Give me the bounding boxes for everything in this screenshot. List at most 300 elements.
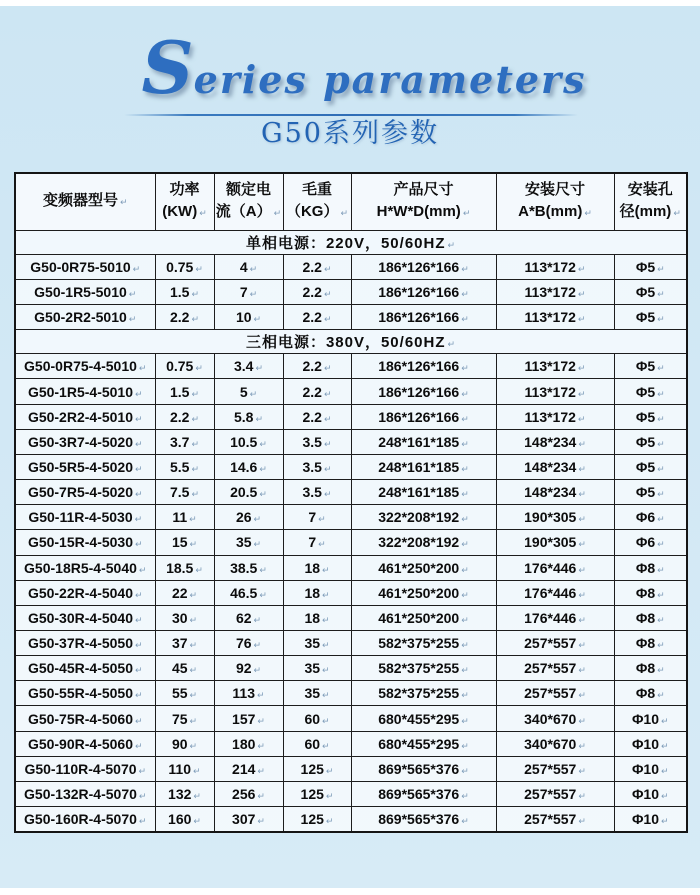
value-cell: Φ8 ↵: [614, 631, 687, 656]
value-cell: Φ10 ↵: [614, 706, 687, 731]
return-mark: ↵: [193, 765, 201, 776]
value-cell: 186*126*166 ↵: [351, 379, 496, 404]
table-row: [15, 681, 687, 706]
return-mark: ↵: [657, 514, 665, 525]
header-row: [15, 173, 687, 230]
return-mark: ↵: [322, 614, 330, 625]
value-cell: 157 ↵: [214, 706, 283, 731]
return-mark: ↵: [657, 690, 665, 701]
value-cell: 186*126*166 ↵: [351, 254, 496, 279]
return-mark: ↵: [259, 489, 267, 500]
value-cell: 11 ↵: [155, 505, 214, 530]
return-mark: ↵: [577, 388, 586, 399]
return-mark: ↵: [462, 208, 471, 219]
return-mark: ↵: [578, 489, 586, 500]
model-cell: G50-75R-4-5060 ↵: [15, 706, 155, 731]
value-cell: 5 ↵: [214, 379, 283, 404]
value-cell: 248*161*185 ↵: [351, 454, 496, 479]
return-mark: ↵: [138, 363, 147, 374]
return-mark: ↵: [578, 463, 586, 474]
value-cell: Φ5 ↵: [614, 404, 687, 429]
table-row: [15, 656, 687, 681]
value-cell: 35 ↵: [283, 631, 351, 656]
value-cell: 46.5 ↵: [214, 580, 283, 605]
value-cell: 3.5 ↵: [283, 480, 351, 505]
value-cell: 3.4 ↵: [214, 354, 283, 379]
return-mark: ↵: [323, 388, 332, 399]
value-cell: 256 ↵: [214, 781, 283, 806]
return-mark: ↵: [189, 514, 197, 525]
return-mark: ↵: [135, 539, 143, 550]
return-mark: ↵: [193, 791, 201, 802]
return-mark: ↵: [193, 816, 201, 827]
return-mark: ↵: [135, 463, 143, 474]
table-row: [15, 480, 687, 505]
value-cell: 2.2 ↵: [283, 304, 351, 329]
value-cell: 26 ↵: [214, 505, 283, 530]
value-cell: 60 ↵: [283, 706, 351, 731]
value-cell: 92 ↵: [214, 656, 283, 681]
return-mark: ↵: [195, 564, 203, 575]
return-mark: ↵: [577, 288, 586, 299]
value-cell: 160 ↵: [155, 807, 214, 832]
value-cell: 307 ↵: [214, 807, 283, 832]
value-cell: 322*208*192 ↵: [351, 530, 496, 555]
value-cell: 3.5 ↵: [283, 454, 351, 479]
model-cell: G50-160R-4-5070 ↵: [15, 807, 155, 832]
table-row: [15, 429, 687, 454]
return-mark: ↵: [323, 314, 332, 325]
section-header-row: [15, 230, 687, 254]
return-mark: ↵: [657, 640, 665, 651]
return-mark: ↵: [253, 539, 262, 550]
return-mark: ↵: [189, 614, 198, 625]
return-mark: ↵: [195, 263, 203, 274]
value-cell: 176*446 ↵: [496, 580, 614, 605]
value-cell: 340*670 ↵: [496, 731, 614, 756]
value-cell: 186*126*166 ↵: [351, 404, 496, 429]
value-cell: 18.5 ↵: [155, 555, 214, 580]
return-mark: ↵: [135, 489, 143, 500]
return-mark: ↵: [657, 614, 665, 625]
value-cell: 35 ↵: [214, 530, 283, 555]
return-mark: ↵: [259, 438, 267, 449]
value-cell: 18 ↵: [283, 555, 351, 580]
return-mark: ↵: [318, 539, 326, 550]
return-mark: ↵: [578, 715, 586, 726]
value-cell: Φ10 ↵: [614, 781, 687, 806]
return-mark: ↵: [253, 514, 262, 525]
table-row: [15, 404, 687, 429]
return-mark: ↵: [191, 288, 199, 299]
return-mark: ↵: [578, 765, 586, 776]
value-cell: Φ10 ↵: [614, 731, 687, 756]
return-mark: ↵: [657, 363, 665, 374]
return-mark: ↵: [657, 665, 665, 676]
return-mark: ↵: [325, 765, 334, 776]
return-mark: ↵: [189, 539, 198, 550]
return-mark: ↵: [661, 740, 669, 751]
value-cell: Φ5 ↵: [614, 304, 687, 329]
return-mark: ↵: [325, 791, 334, 802]
value-cell: 176*446 ↵: [496, 605, 614, 630]
value-cell: 1.5 ↵: [155, 279, 214, 304]
value-cell: Φ10 ↵: [614, 807, 687, 832]
value-cell: 3.7 ↵: [155, 429, 214, 454]
value-cell: 248*161*185 ↵: [351, 480, 496, 505]
model-cell: G50-1R5-5010 ↵: [15, 279, 155, 304]
return-mark: ↵: [577, 263, 586, 274]
return-mark: ↵: [461, 514, 469, 525]
return-mark: ↵: [461, 263, 469, 274]
return-mark: ↵: [657, 589, 665, 600]
return-mark: ↵: [189, 690, 198, 701]
value-cell: 75 ↵: [155, 706, 214, 731]
col-header-current: 额定电 流（A） ↵: [214, 173, 283, 230]
return-mark: ↵: [461, 489, 469, 500]
model-cell: G50-11R-4-5030 ↵: [15, 505, 155, 530]
return-mark: ↵: [578, 614, 586, 625]
model-cell: G50-55R-4-5050 ↵: [15, 681, 155, 706]
value-cell: 322*208*192 ↵: [351, 505, 496, 530]
return-mark: ↵: [578, 539, 586, 550]
section-title: 单相电源：220V，50/60HZ ↵: [15, 230, 687, 254]
series-parameters-script-heading: Series parameters: [141, 26, 587, 111]
return-mark: ↵: [135, 413, 143, 424]
table-row: [15, 706, 687, 731]
col-header-hole-diameter: 安装孔 径(mm) ↵: [614, 173, 687, 230]
col-header-power: 功率 (KW) ↵: [155, 173, 214, 230]
value-cell: 125 ↵: [283, 756, 351, 781]
value-cell: 214 ↵: [214, 756, 283, 781]
value-cell: 1.5 ↵: [155, 379, 214, 404]
value-cell: Φ8 ↵: [614, 656, 687, 681]
return-mark: ↵: [461, 765, 469, 776]
return-mark: ↵: [461, 314, 469, 325]
value-cell: 113*172 ↵: [496, 404, 614, 429]
value-cell: 2.2 ↵: [283, 279, 351, 304]
value-cell: 186*126*166 ↵: [351, 354, 496, 379]
value-cell: Φ8 ↵: [614, 555, 687, 580]
return-mark: ↵: [584, 208, 592, 219]
return-mark: ↵: [249, 388, 258, 399]
return-mark: ↵: [119, 197, 128, 208]
return-mark: ↵: [134, 514, 143, 525]
return-mark: ↵: [318, 514, 326, 525]
value-cell: 90 ↵: [155, 731, 214, 756]
return-mark: ↵: [322, 589, 330, 600]
value-cell: 148*234 ↵: [496, 480, 614, 505]
value-cell: Φ6 ↵: [614, 505, 687, 530]
section-title: 三相电源：380V，50/60HZ ↵: [15, 330, 687, 354]
value-cell: 190*305 ↵: [496, 530, 614, 555]
value-cell: Φ8 ↵: [614, 681, 687, 706]
value-cell: Φ5 ↵: [614, 454, 687, 479]
col-header-mount-size: 安装尺寸 A*B(mm) ↵: [496, 173, 614, 230]
value-cell: 125 ↵: [283, 781, 351, 806]
model-cell: G50-0R75-4-5010 ↵: [15, 354, 155, 379]
model-cell: G50-7R5-4-5020 ↵: [15, 480, 155, 505]
return-mark: ↵: [461, 413, 469, 424]
value-cell: 0.75 ↵: [155, 254, 214, 279]
return-mark: ↵: [323, 413, 332, 424]
value-cell: 22 ↵: [155, 580, 214, 605]
return-mark: ↵: [657, 314, 665, 325]
return-mark: ↵: [255, 363, 263, 374]
value-cell: 2.2 ↵: [283, 254, 351, 279]
value-cell: 190*305 ↵: [496, 505, 614, 530]
return-mark: ↵: [577, 363, 586, 374]
value-cell: 113 ↵: [214, 681, 283, 706]
value-cell: Φ8 ↵: [614, 580, 687, 605]
value-cell: 186*126*166 ↵: [351, 279, 496, 304]
model-cell: G50-45R-4-5050 ↵: [15, 656, 155, 681]
return-mark: ↵: [657, 463, 665, 474]
value-cell: 7 ↵: [214, 279, 283, 304]
return-mark: ↵: [257, 816, 265, 827]
return-mark: ↵: [461, 288, 469, 299]
value-cell: 869*565*376 ↵: [351, 781, 496, 806]
value-cell: 113*172 ↵: [496, 254, 614, 279]
value-cell: 10.5 ↵: [214, 429, 283, 454]
return-mark: ↵: [253, 665, 262, 676]
model-cell: G50-132R-4-5070 ↵: [15, 781, 155, 806]
value-cell: 14.6 ↵: [214, 454, 283, 479]
return-mark: ↵: [189, 665, 198, 676]
return-mark: ↵: [323, 263, 332, 274]
table-row: [15, 605, 687, 630]
value-cell: 148*234 ↵: [496, 429, 614, 454]
value-cell: 125 ↵: [283, 807, 351, 832]
value-cell: 3.5 ↵: [283, 429, 351, 454]
return-mark: ↵: [661, 816, 669, 827]
value-cell: 148*234 ↵: [496, 454, 614, 479]
return-mark: ↵: [461, 363, 469, 374]
return-mark: ↵: [461, 438, 469, 449]
model-cell: G50-5R5-4-5020 ↵: [15, 454, 155, 479]
return-mark: ↵: [257, 791, 265, 802]
return-mark: ↵: [461, 816, 469, 827]
value-cell: Φ10 ↵: [614, 756, 687, 781]
value-cell: 76 ↵: [214, 631, 283, 656]
value-cell: Φ5 ↵: [614, 429, 687, 454]
return-mark: ↵: [461, 539, 469, 550]
return-mark: ↵: [461, 740, 469, 751]
return-mark: ↵: [259, 564, 267, 575]
return-mark: ↵: [322, 690, 330, 701]
return-mark: ↵: [461, 665, 469, 676]
return-mark: ↵: [128, 314, 137, 325]
return-mark: ↵: [135, 589, 143, 600]
return-mark: ↵: [191, 388, 199, 399]
return-mark: ↵: [259, 589, 267, 600]
value-cell: 680*455*295 ↵: [351, 731, 496, 756]
return-mark: ↵: [191, 438, 199, 449]
return-mark: ↵: [661, 791, 669, 802]
return-mark: ↵: [255, 413, 263, 424]
return-mark: ↵: [191, 314, 199, 325]
return-mark: ↵: [673, 208, 681, 219]
return-mark: ↵: [340, 208, 349, 219]
return-mark: ↵: [253, 640, 262, 651]
value-cell: 20.5 ↵: [214, 480, 283, 505]
col-header-product-size: 产品尺寸 H*W*D(mm) ↵: [351, 173, 496, 230]
col-header-model: [15, 173, 155, 230]
return-mark: ↵: [253, 614, 262, 625]
return-mark: ↵: [135, 665, 143, 676]
return-mark: ↵: [135, 690, 143, 701]
value-cell: 10 ↵: [214, 304, 283, 329]
value-cell: 132 ↵: [155, 781, 214, 806]
value-cell: 55 ↵: [155, 681, 214, 706]
return-mark: ↵: [322, 640, 330, 651]
return-mark: ↵: [189, 715, 198, 726]
return-mark: ↵: [257, 765, 265, 776]
return-mark: ↵: [577, 314, 586, 325]
value-cell: Φ5 ↵: [614, 480, 687, 505]
value-cell: 582*375*255 ↵: [351, 656, 496, 681]
value-cell: Φ5 ↵: [614, 279, 687, 304]
return-mark: ↵: [578, 589, 586, 600]
return-mark: ↵: [138, 816, 147, 827]
return-mark: ↵: [461, 791, 469, 802]
table-row: [15, 279, 687, 304]
table-row: [15, 555, 687, 580]
value-cell: Φ5 ↵: [614, 354, 687, 379]
return-mark: ↵: [322, 715, 330, 726]
return-mark: ↵: [578, 640, 586, 651]
value-cell: 15 ↵: [155, 530, 214, 555]
return-mark: ↵: [323, 489, 332, 500]
value-cell: 7.5 ↵: [155, 480, 214, 505]
value-cell: 62 ↵: [214, 605, 283, 630]
return-mark: ↵: [195, 363, 203, 374]
model-cell: G50-30R-4-5040 ↵: [15, 605, 155, 630]
value-cell: 60 ↵: [283, 731, 351, 756]
return-mark: ↵: [578, 514, 586, 525]
value-cell: 38.5 ↵: [214, 555, 283, 580]
model-cell: G50-1R5-4-5010 ↵: [15, 379, 155, 404]
table-row: [15, 354, 687, 379]
g50-spec-table: [14, 172, 688, 833]
return-mark: ↵: [461, 640, 469, 651]
col-header-model-label: 变频器型号: [42, 192, 118, 210]
return-mark: ↵: [578, 740, 586, 751]
return-mark: ↵: [578, 690, 586, 701]
return-mark: ↵: [657, 263, 665, 274]
return-mark: ↵: [322, 665, 330, 676]
return-mark: ↵: [657, 413, 665, 424]
return-mark: ↵: [132, 263, 141, 274]
return-mark: ↵: [259, 463, 267, 474]
value-cell: 37 ↵: [155, 631, 214, 656]
value-cell: 18 ↵: [283, 605, 351, 630]
table-row: [15, 731, 687, 756]
table-row: [15, 807, 687, 832]
return-mark: ↵: [191, 413, 199, 424]
return-mark: ↵: [461, 690, 469, 701]
value-cell: 2.2 ↵: [283, 354, 351, 379]
table-row: [15, 631, 687, 656]
return-mark: ↵: [447, 239, 457, 250]
value-cell: 582*375*255 ↵: [351, 681, 496, 706]
return-mark: ↵: [661, 765, 669, 776]
return-mark: ↵: [257, 715, 265, 726]
model-cell: G50-22R-4-5040 ↵: [15, 580, 155, 605]
return-mark: ↵: [253, 314, 262, 325]
value-cell: 2.2 ↵: [283, 404, 351, 429]
return-mark: ↵: [257, 690, 265, 701]
return-mark: ↵: [657, 489, 665, 500]
value-cell: 461*250*200 ↵: [351, 605, 496, 630]
model-cell: G50-0R75-5010 ↵: [15, 254, 155, 279]
value-cell: 257*557 ↵: [496, 781, 614, 806]
table-row: [15, 580, 687, 605]
model-cell: G50-15R-4-5030 ↵: [15, 530, 155, 555]
value-cell: 461*250*200 ↵: [351, 580, 496, 605]
model-cell: G50-90R-4-5060 ↵: [15, 731, 155, 756]
return-mark: ↵: [189, 589, 198, 600]
value-cell: Φ8 ↵: [614, 605, 687, 630]
return-mark: ↵: [578, 791, 586, 802]
table-row: [15, 454, 687, 479]
value-cell: 113*172 ↵: [496, 279, 614, 304]
return-mark: ↵: [189, 740, 198, 751]
value-cell: 180 ↵: [214, 731, 283, 756]
return-mark: ↵: [135, 740, 143, 751]
value-cell: 113*172 ↵: [496, 379, 614, 404]
return-mark: ↵: [323, 288, 332, 299]
value-cell: 257*557 ↵: [496, 807, 614, 832]
return-mark: ↵: [257, 740, 265, 751]
return-mark: ↵: [135, 614, 143, 625]
return-mark: ↵: [249, 263, 258, 274]
value-cell: 176*446 ↵: [496, 555, 614, 580]
return-mark: ↵: [138, 564, 147, 575]
return-mark: ↵: [661, 715, 669, 726]
value-cell: 186*126*166 ↵: [351, 304, 496, 329]
table-row: [15, 379, 687, 404]
value-cell: 113*172 ↵: [496, 354, 614, 379]
return-mark: ↵: [322, 564, 330, 575]
value-cell: 340*670 ↵: [496, 706, 614, 731]
return-mark: ↵: [135, 388, 143, 399]
return-mark: ↵: [138, 791, 147, 802]
value-cell: 35 ↵: [283, 656, 351, 681]
return-mark: ↵: [249, 288, 258, 299]
return-mark: ↵: [273, 208, 282, 219]
value-cell: 869*565*376 ↵: [351, 756, 496, 781]
return-mark: ↵: [657, 288, 665, 299]
heading-divider-line: [124, 114, 578, 116]
value-cell: 5.5 ↵: [155, 454, 214, 479]
return-mark: ↵: [191, 489, 199, 500]
table-row: [15, 254, 687, 279]
value-cell: 7 ↵: [283, 505, 351, 530]
model-cell: G50-2R2-4-5010 ↵: [15, 404, 155, 429]
return-mark: ↵: [578, 665, 586, 676]
value-cell: 110 ↵: [155, 756, 214, 781]
value-cell: 4 ↵: [214, 254, 283, 279]
value-cell: 2.2 ↵: [155, 304, 214, 329]
return-mark: ↵: [323, 363, 332, 374]
return-mark: ↵: [191, 463, 199, 474]
return-mark: ↵: [461, 589, 469, 600]
return-mark: ↵: [461, 564, 469, 575]
return-mark: ↵: [135, 438, 143, 449]
return-mark: ↵: [461, 388, 469, 399]
return-mark: ↵: [461, 614, 469, 625]
